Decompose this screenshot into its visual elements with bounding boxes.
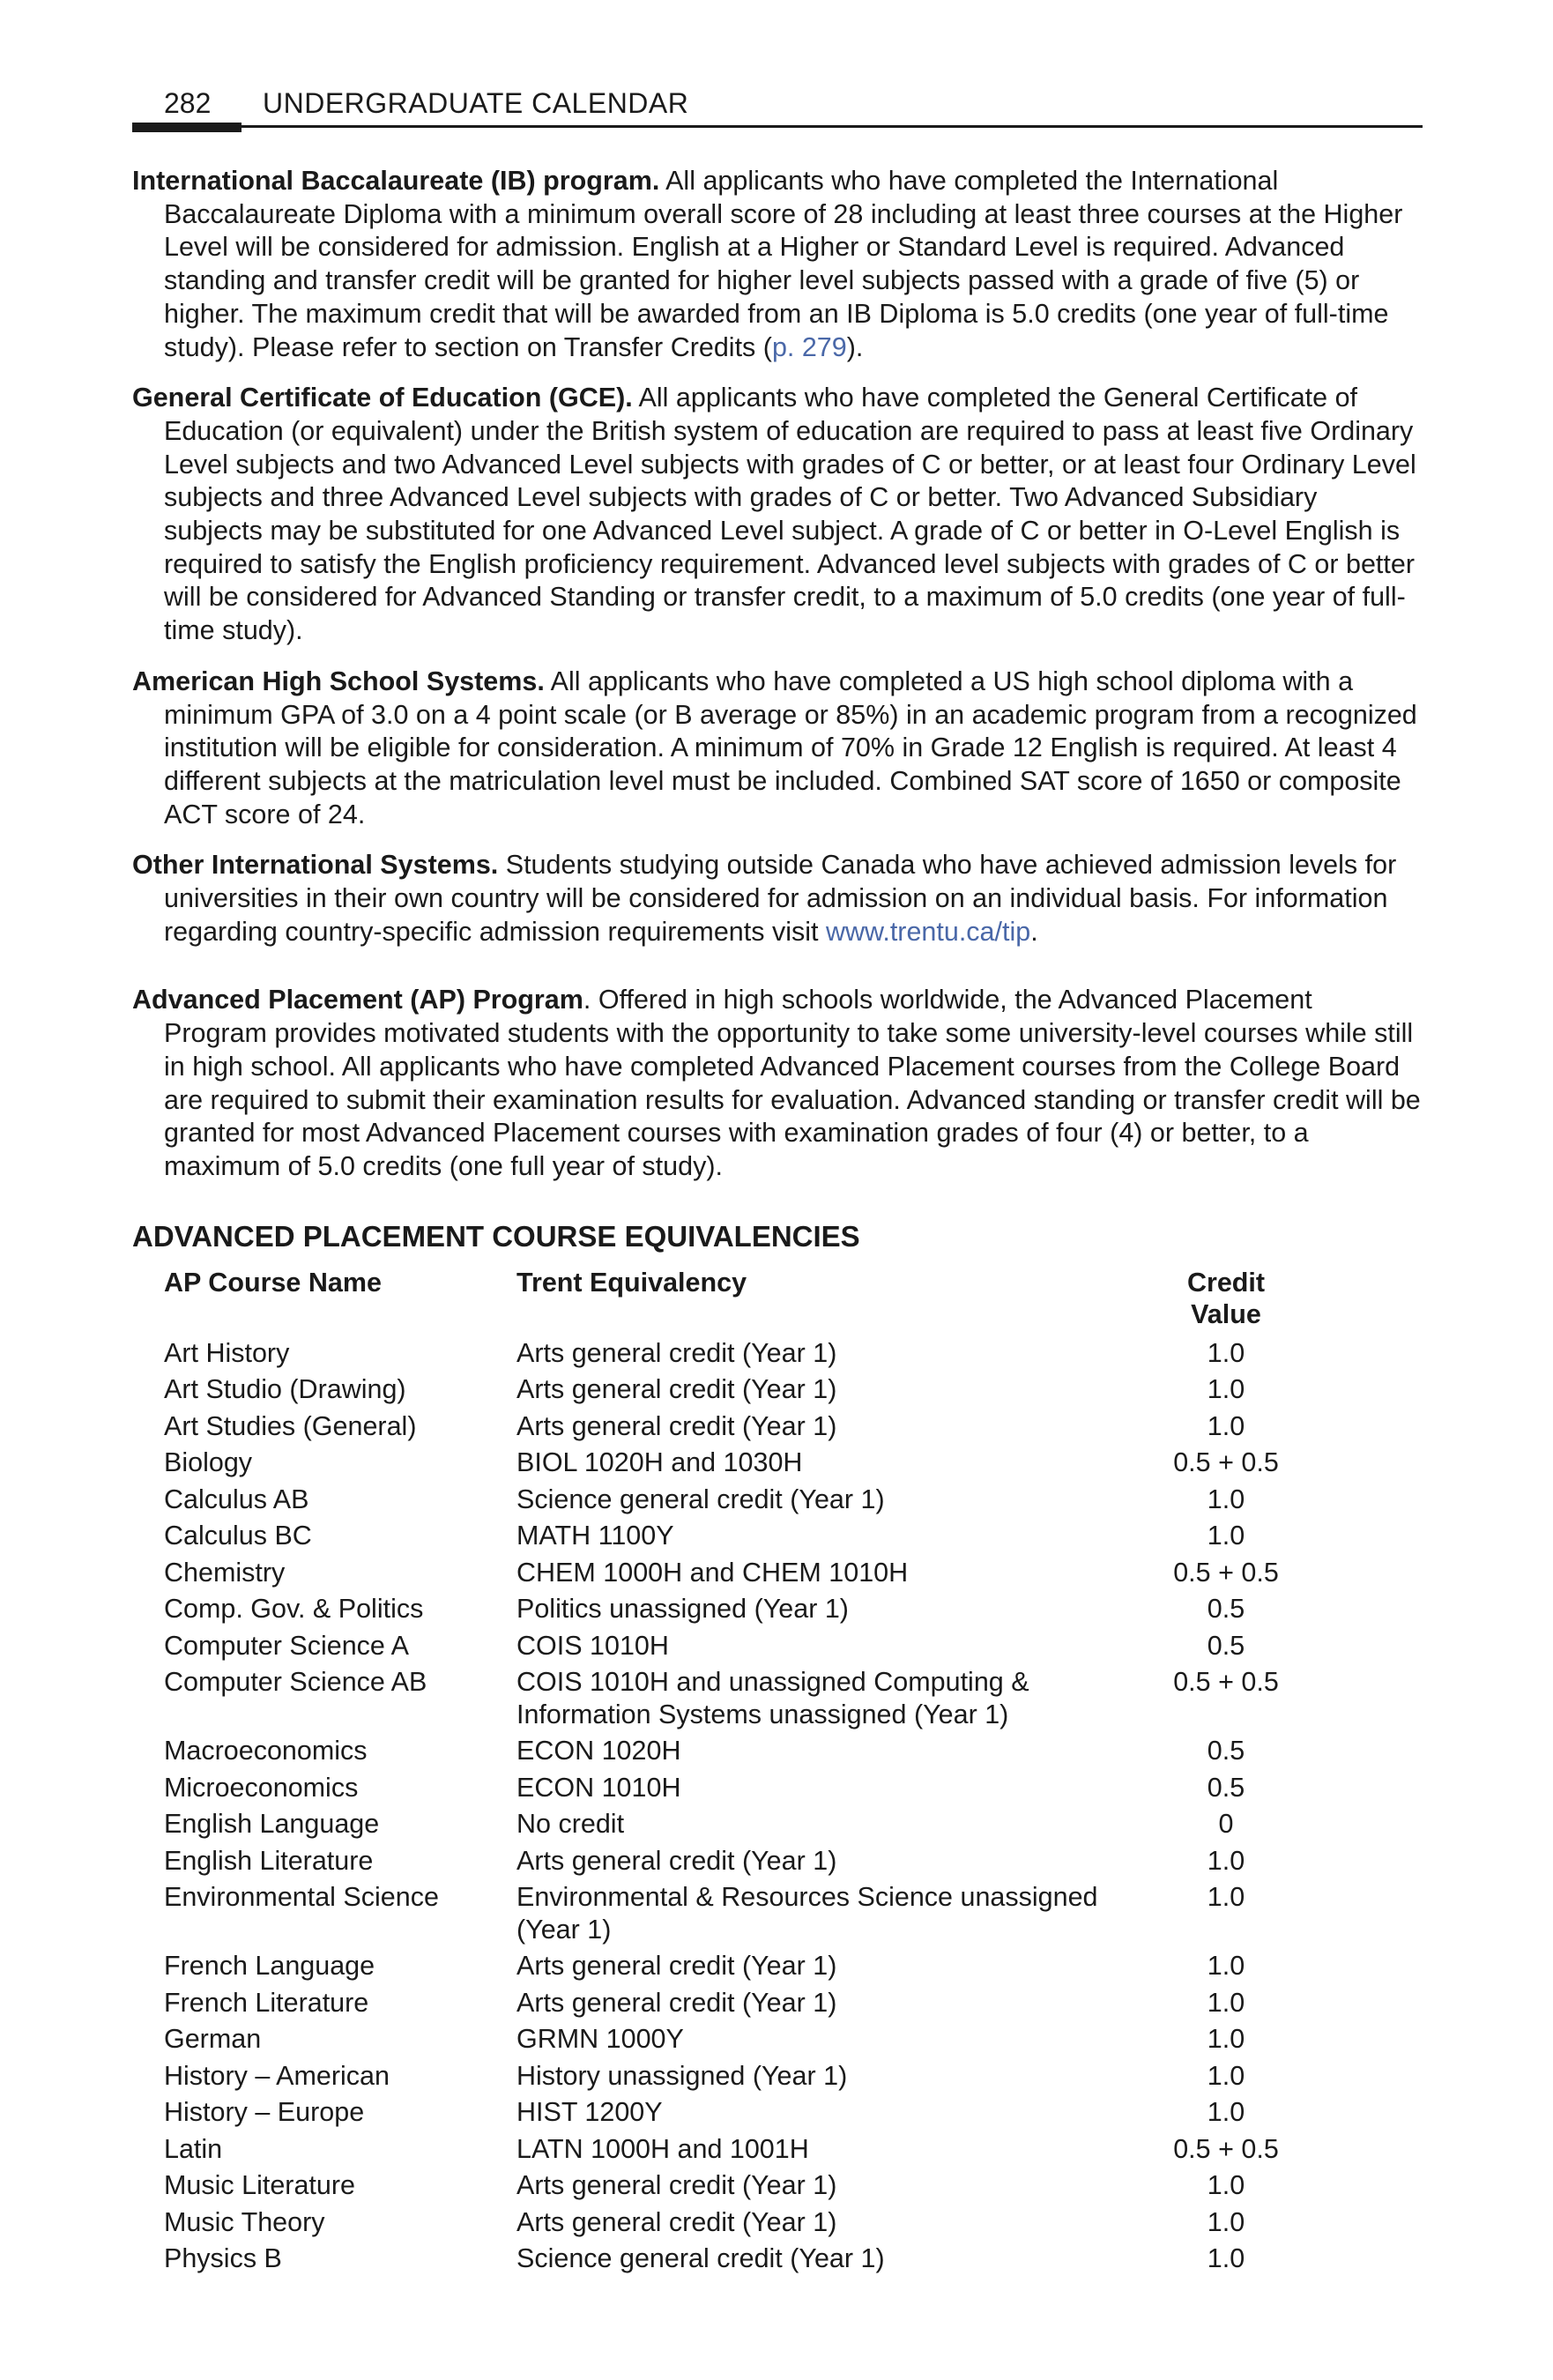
page-header [132, 79, 1423, 128]
ap-course-name: Computer Science AB [164, 1667, 427, 1698]
trent-equivalency: COIS 1010H and unassigned Computing & Information Systems unassigned (Year 1) [516, 1667, 1029, 1729]
credit-value: 0.5 + 0.5 [1173, 2133, 1279, 2164]
paragraph-body: All applicants who have completed the General Certificate of Education (or equivalent) under the British system of education are required to pass at least five Ordinary Level subjects and two Advanced Level subjects with grades of C or better, or at least four Ordinary Level subjects and three Advanced Level subjects with grades of C or better. Two Advanced Subsidiary subjects may be substituted for one Advanced Level subject. A grade of C or better in O-Level English is required to satisfy the English proficiency requirement. Advanced level subjects with grades of C or better will be considered for Advanced Standing or transfer credit, to a maximum of 5.0 credits (one year of full-time study). [164, 383, 1416, 646]
paragraph-heading: General Certificate of Education (GCE). [132, 383, 633, 413]
ap-course-name: Biology [164, 1447, 253, 1478]
ap-course-name: Calculus BC [164, 1521, 312, 1551]
trent-equivalency: History unassigned (Year 1) [516, 2060, 848, 2091]
paragraph-tail: ). [846, 331, 864, 362]
credit-value: 0.5 [1207, 1594, 1245, 1625]
ap-course-name: French Language [164, 1951, 375, 1982]
credit-value: 1.0 [1207, 2060, 1245, 2091]
table-row [164, 1557, 1301, 1589]
ap-course-name: Art Studies (General) [164, 1410, 417, 1441]
table-row [164, 2206, 1301, 2239]
page-content [132, 128, 1423, 2275]
table-row [164, 1484, 1301, 1516]
header-credit-value: Credit Value [1186, 1267, 1266, 1330]
trent-equivalency: Science general credit (Year 1) [516, 2243, 885, 2274]
ap-course-name: History – American [164, 2060, 390, 2091]
ap-course-name: Latin [164, 2133, 223, 2164]
trent-equivalency: CHEM 1000H and CHEM 1010H [516, 1557, 909, 1588]
trent-equivalency: Arts general credit (Year 1) [516, 1987, 837, 2018]
table-row [164, 2023, 1301, 2056]
credit-value: 1.0 [1207, 2206, 1245, 2237]
table-row [164, 1373, 1301, 1406]
paragraph-body: All applicants who have completed the International Baccalaureate Diploma with a minimum overall score of 28 including at least three courses at the Higher Level will be considered for admission. English at a Higher or Standard Level is required. Advanced standing and transfer credit will be granted for higher level subjects passed with a grade of five (5) or higher. The maximum credit that will be awarded from an IB Diploma is 5.0 credits (one year of full-time study). Please refer to section on Transfer Credits ( [164, 166, 1403, 362]
table-row [164, 1845, 1301, 1878]
credit-value: 1.0 [1207, 1410, 1245, 1441]
table-row [164, 2133, 1301, 2166]
transfer-credits-link[interactable]: p. 279 [771, 331, 847, 362]
trent-equivalency: ECON 1010H [516, 1772, 681, 1803]
table-row [164, 2096, 1301, 2129]
table-row [164, 1666, 1301, 1730]
trent-equivalency: Science general credit (Year 1) [516, 1484, 885, 1514]
trent-equivalency: COIS 1010H [516, 1630, 669, 1661]
paragraph-tail: . [1030, 916, 1038, 947]
credit-value: 1.0 [1207, 1374, 1245, 1405]
table-row [164, 1881, 1301, 1945]
table-row [164, 1520, 1301, 1552]
table-row [164, 1337, 1301, 1370]
ap-course-name: Chemistry [164, 1557, 286, 1588]
ap-course-name: Art Studio (Drawing) [164, 1374, 406, 1405]
trent-equivalency: BIOL 1020H and 1030H [516, 1447, 803, 1478]
ap-course-name: Art History [164, 1337, 290, 1368]
table-row [164, 1593, 1301, 1625]
ap-paragraph [132, 984, 1423, 1183]
ap-course-name: Comp. Gov. & Politics [164, 1594, 424, 1625]
table-row [164, 1735, 1301, 1767]
ap-course-name: Physics B [164, 2243, 282, 2274]
calendar-page [132, 79, 1423, 2280]
paragraph-body: All applicants who have completed a US high school diploma with a minimum GPA of 3.0 on a 4 point scale (or B average or 85%) in an academic program from a recognized institution will be eligible for consideration. A minimum of 70% in Grade 12 English is required. At least 4 different subjects at the matriculation level must be included. Combined SAT score of 1650 or composite ACT score of 24. [164, 666, 1417, 829]
credit-value: 1.0 [1207, 1882, 1245, 1913]
trent-equivalency: Environmental & Resources Science unassigned (Year 1) [516, 1882, 1098, 1945]
credit-value: 1.0 [1207, 2024, 1245, 2055]
table-row [164, 1987, 1301, 2019]
ap-course-name: French Literature [164, 1987, 369, 2018]
table-row [164, 1808, 1301, 1841]
credit-value: 1.0 [1207, 1845, 1245, 1876]
credit-value: 1.0 [1207, 2097, 1245, 2128]
credit-value: 0.5 [1207, 1736, 1245, 1766]
credit-value: 1.0 [1207, 2170, 1245, 2201]
ap-course-name: Macroeconomics [164, 1736, 368, 1766]
ap-course-name: Microeconomics [164, 1772, 359, 1803]
table-row [164, 1772, 1301, 1804]
table-row [164, 2169, 1301, 2202]
table-row [164, 1630, 1301, 1662]
ib-paragraph [132, 165, 1423, 364]
credit-value: 0.5 + 0.5 [1173, 1557, 1279, 1588]
running-title: UNDERGRADUATE CALENDAR [263, 87, 689, 119]
trent-equivalency: MATH 1100Y [516, 1521, 674, 1551]
paragraph-body: Students studying outside Canada who have achieved admission levels for universities in their own country will be considered for admission on an individual basis. For information regarding country-specific admission requirements visit [164, 850, 1397, 947]
american-paragraph [132, 666, 1423, 832]
trent-equivalency: Arts general credit (Year 1) [516, 1374, 837, 1405]
credit-value: 1.0 [1207, 1951, 1245, 1982]
credit-value: 0.5 + 0.5 [1173, 1447, 1279, 1478]
ap-course-name: Music Literature [164, 2170, 355, 2201]
trent-equivalency: Politics unassigned (Year 1) [516, 1594, 849, 1625]
header-accent-bar [132, 123, 241, 132]
trent-equivalency: No credit [516, 1809, 625, 1840]
gce-paragraph [132, 382, 1423, 648]
trent-equivalency: HIST 1200Y [516, 2097, 663, 2128]
trent-equivalency: Arts general credit (Year 1) [516, 1845, 837, 1876]
ap-course-name: Computer Science A [164, 1630, 410, 1661]
trent-equivalency: LATN 1000H and 1001H [516, 2133, 809, 2164]
ap-equivalency-table [164, 1267, 1301, 2275]
header-trent-equivalency: Trent Equivalency [516, 1267, 747, 1298]
trent-equivalency: Arts general credit (Year 1) [516, 1337, 837, 1368]
paragraph-heading: Other International Systems. [132, 850, 499, 881]
header-course-name: AP Course Name [164, 1267, 382, 1298]
paragraph-body: . Offered in high schools worldwide, the Advanced Placement Program provides motivated students with the opportunity to take some university-level courses while still in high school. All applicants who have completed Advanced Placement courses from the College Board are required to submit their examination results for evaluation. Advanced standing or transfer credit will be granted for most Advanced Placement courses with examination grades of four (4) or better, to a maximum of 5.0 credits (one full year of study). [164, 985, 1421, 1181]
ap-course-name: German [164, 2024, 262, 2055]
paragraph-heading: American High School Systems. [132, 666, 545, 696]
ap-course-name: Calculus AB [164, 1484, 309, 1514]
credit-value: 0.5 + 0.5 [1173, 1667, 1279, 1698]
trent-equivalency: Arts general credit (Year 1) [516, 1951, 837, 1982]
table-header-row [164, 1267, 1301, 1331]
ap-course-name: Environmental Science [164, 1882, 439, 1913]
international-paragraph [132, 849, 1423, 948]
table-row [164, 2242, 1301, 2275]
credit-value: 1.0 [1207, 1987, 1245, 2018]
credit-value: 0.5 [1207, 1630, 1245, 1661]
ap-course-name: History – Europe [164, 2097, 365, 2128]
credit-value: 0.5 [1207, 1772, 1245, 1803]
trent-equivalency: Arts general credit (Year 1) [516, 2206, 837, 2237]
table-row [164, 1410, 1301, 1443]
trent-equivalency: ECON 1020H [516, 1736, 681, 1766]
ap-course-name: English Literature [164, 1845, 374, 1876]
page-number: 282 [164, 87, 212, 119]
section-title: ADVANCED PLACEMENT COURSE EQUIVALENCIES [132, 1219, 860, 1253]
credit-value: 1.0 [1207, 1521, 1245, 1551]
credit-value: 1.0 [1207, 1484, 1245, 1514]
ap-course-name: English Language [164, 1809, 380, 1840]
credit-value: 1.0 [1207, 1337, 1245, 1368]
credit-value: 0 [1218, 1809, 1234, 1840]
tip-website-link[interactable]: www.trentu.ca/tip [825, 916, 1031, 947]
table-row [164, 1950, 1301, 1982]
table-row [164, 1447, 1301, 1479]
trent-equivalency: GRMN 1000Y [516, 2024, 684, 2055]
table-row [164, 2060, 1301, 2093]
credit-value: 1.0 [1207, 2243, 1245, 2274]
table-body [164, 1337, 1301, 2275]
paragraph-heading: Advanced Placement (AP) Program [132, 985, 583, 1015]
trent-equivalency: Arts general credit (Year 1) [516, 2170, 837, 2201]
paragraph-heading: International Baccalaureate (IB) program. [132, 166, 660, 196]
ap-course-name: Music Theory [164, 2206, 325, 2237]
trent-equivalency: Arts general credit (Year 1) [516, 1410, 837, 1441]
